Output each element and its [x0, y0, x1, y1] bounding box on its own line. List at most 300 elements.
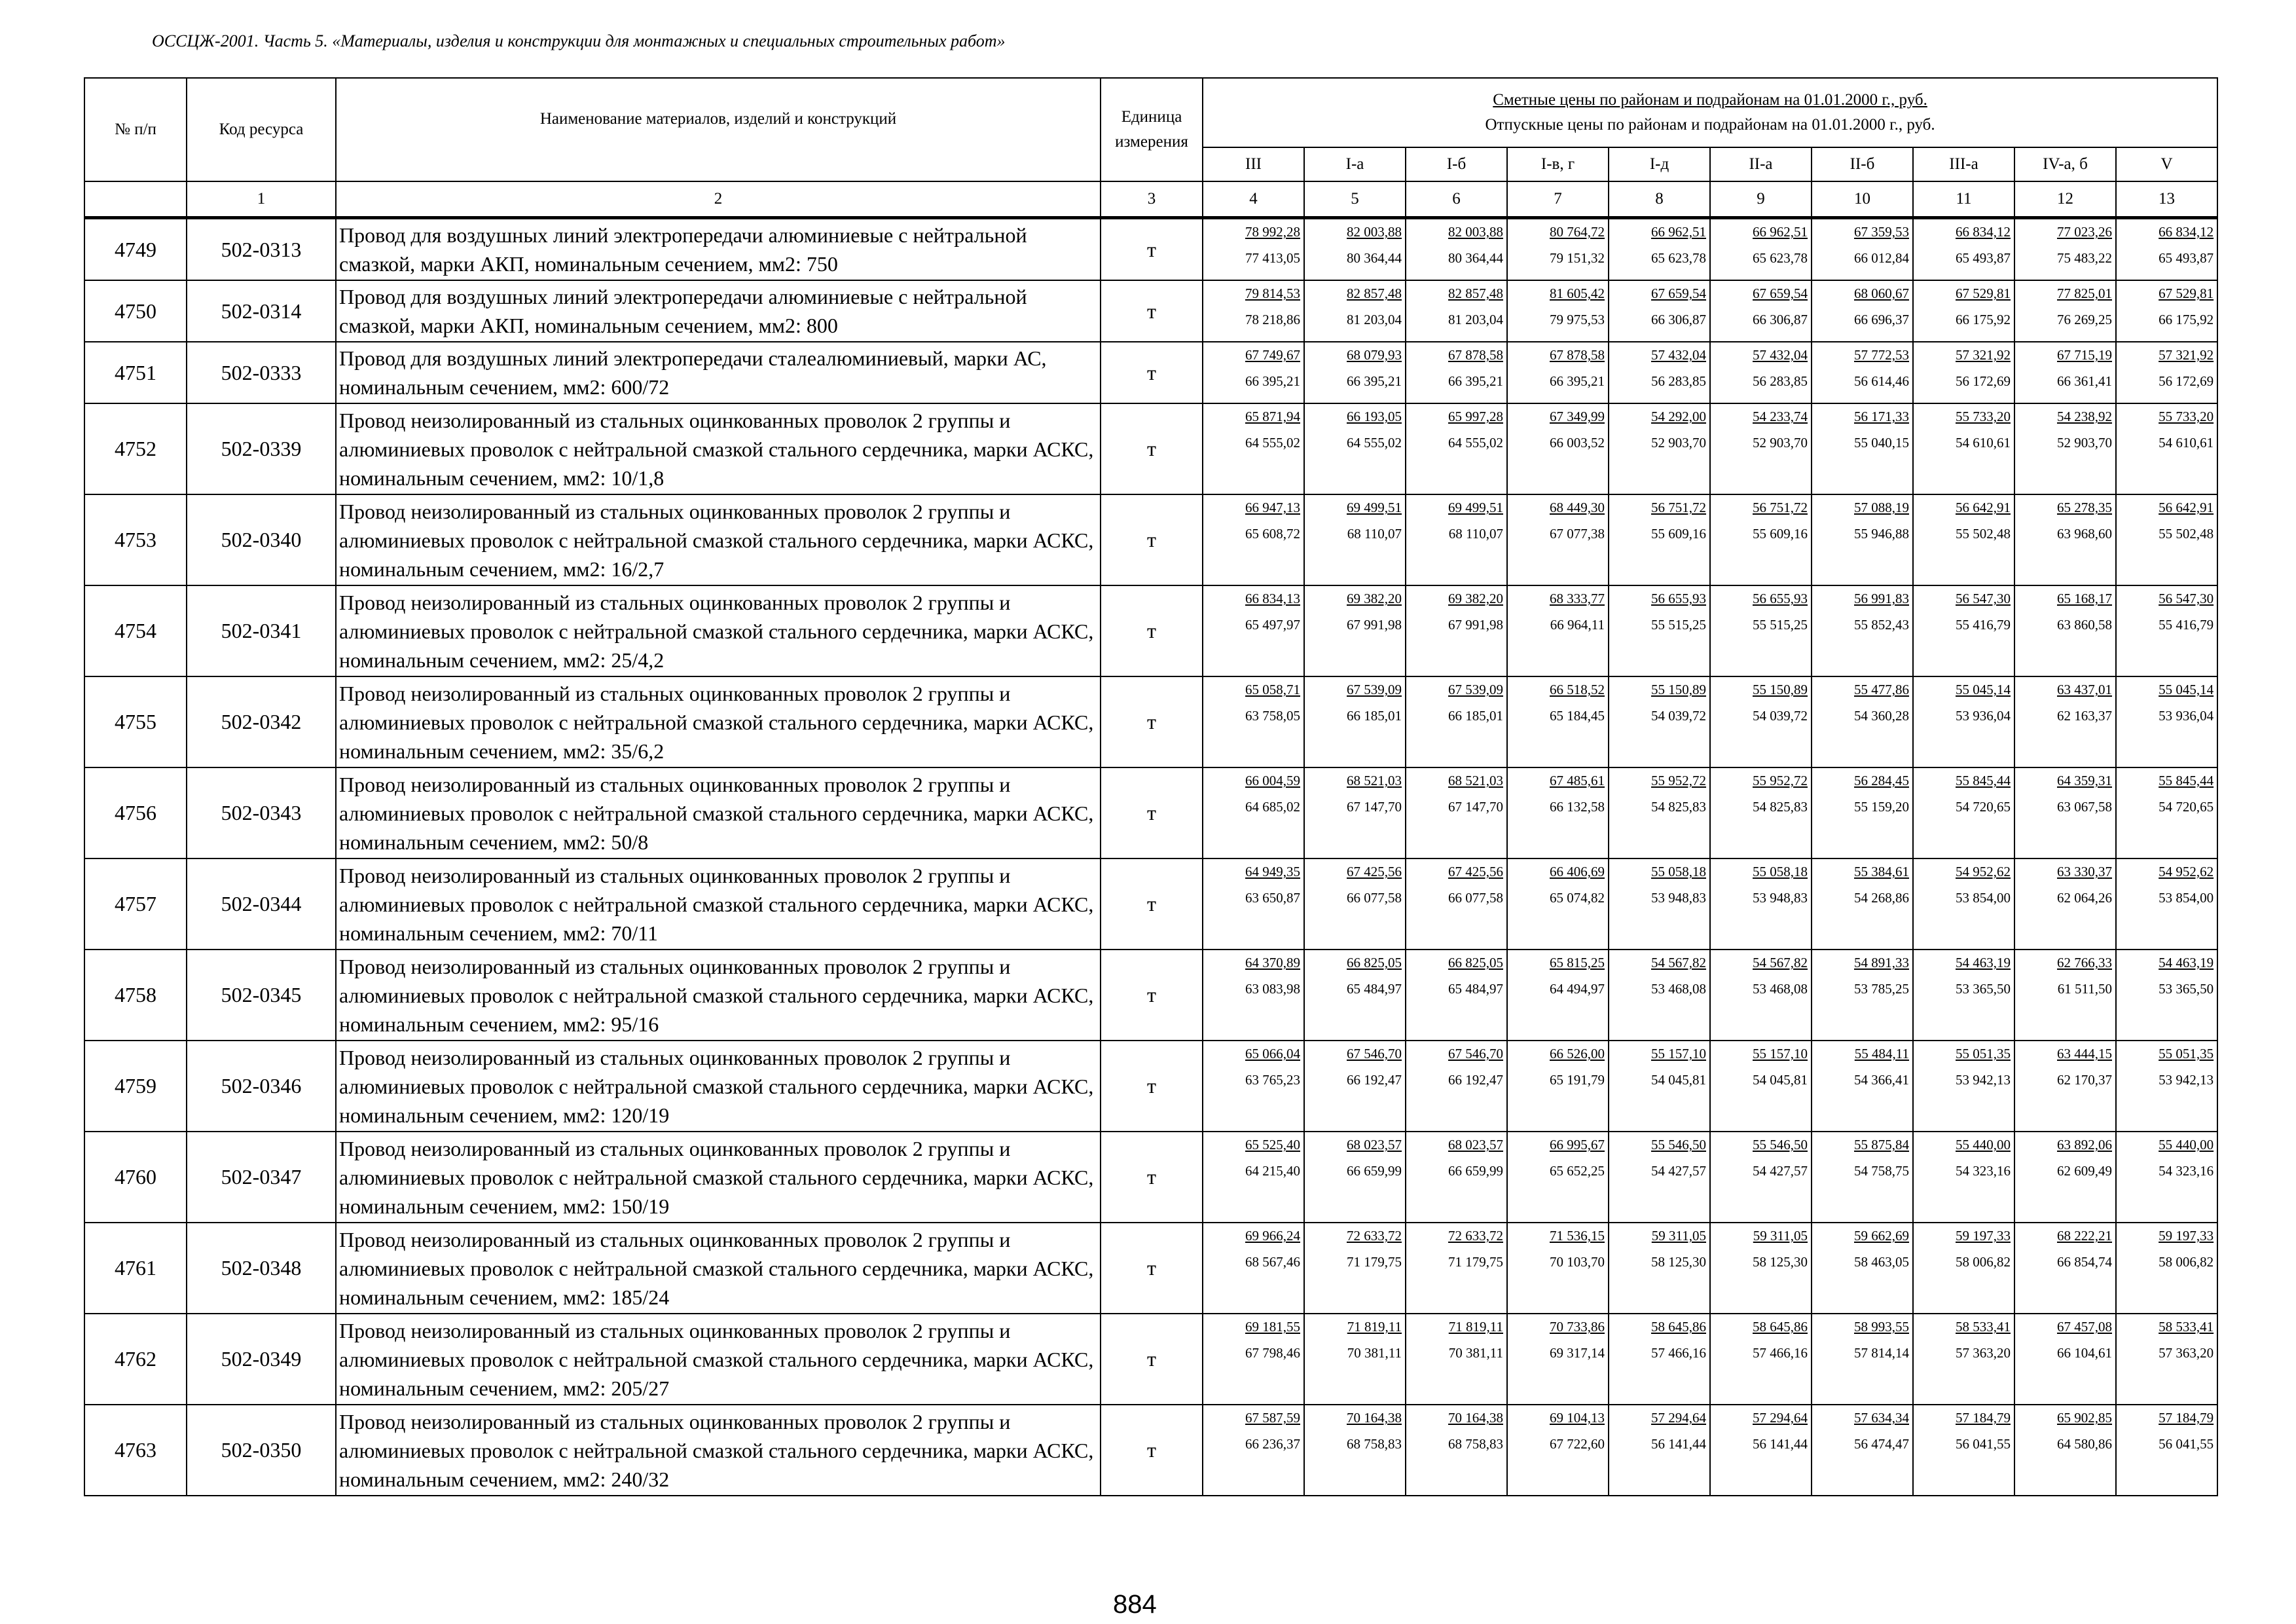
estimate-price: 57 772,53 [1854, 347, 1909, 363]
estimate-price: 67 659,54 [1651, 286, 1706, 301]
price-cell [1710, 585, 1812, 676]
price-cell [1710, 218, 1812, 281]
price-cell [1609, 280, 1710, 342]
release-price: 66 012,84 [1854, 250, 1909, 266]
price-cell [1913, 1223, 2014, 1314]
estimate-price: 59 197,33 [2159, 1228, 2214, 1244]
price-cell [1304, 1041, 1406, 1132]
material-name: Провод для воздушных линий электропередачи алюминиевые с нейтральной смазкой, марки АКП, номинальным сечением, мм2: 800 [336, 280, 1101, 342]
estimate-price: 72 633,72 [1347, 1228, 1402, 1244]
release-price: 66 192,47 [1448, 1072, 1503, 1088]
resource-code: 502-0341 [187, 585, 336, 676]
estimate-price: 78 992,28 [1245, 224, 1300, 240]
release-price: 80 364,44 [1347, 250, 1402, 266]
price-cell [1203, 403, 1304, 494]
estimate-price: 55 733,20 [2159, 409, 2214, 424]
price-cell [1406, 585, 1507, 676]
estimate-price: 69 104,13 [1550, 1410, 1605, 1426]
table-row [84, 676, 2217, 767]
price-cell [1913, 858, 2014, 950]
estimate-price: 58 993,55 [1854, 1319, 1909, 1335]
price-cell [1203, 585, 1304, 676]
resource-code: 502-0333 [187, 342, 336, 403]
estimate-price: 69 181,55 [1245, 1319, 1300, 1335]
estimate-price: 55 952,72 [1651, 773, 1706, 788]
release-price: 55 515,25 [1753, 617, 1808, 633]
estimate-price: 70 733,86 [1550, 1319, 1605, 1335]
price-cell [1812, 342, 1913, 403]
unit-of-measure: т [1101, 767, 1203, 858]
resource-code: 502-0348 [187, 1223, 336, 1314]
column-index: 2 [336, 181, 1101, 218]
estimate-price: 64 949,35 [1245, 864, 1300, 879]
header-code: Код ресурса [187, 78, 336, 181]
release-price: 65 493,87 [2159, 250, 2214, 266]
release-price: 66 306,87 [1651, 312, 1706, 327]
estimate-price: 80 764,72 [1550, 224, 1605, 240]
release-price: 56 141,44 [1651, 1436, 1706, 1452]
row-number: 4763 [84, 1405, 187, 1496]
price-cell [2014, 585, 2116, 676]
estimate-price: 82 857,48 [1347, 286, 1402, 301]
resource-code: 502-0339 [187, 403, 336, 494]
release-price: 56 141,44 [1753, 1436, 1808, 1452]
price-cell [1609, 494, 1710, 585]
price-cell [1406, 403, 1507, 494]
release-price: 66 175,92 [2159, 312, 2214, 327]
estimate-price: 56 284,45 [1854, 773, 1909, 788]
release-price: 55 609,16 [1651, 526, 1706, 542]
price-cell [1203, 218, 1304, 281]
table-row [84, 1132, 2217, 1223]
release-price: 54 039,72 [1651, 708, 1706, 724]
release-price: 56 172,69 [1956, 373, 2011, 389]
estimate-price: 57 432,04 [1753, 347, 1808, 363]
release-price: 56 041,55 [2159, 1436, 2214, 1452]
unit-of-measure: т [1101, 280, 1203, 342]
release-price: 64 555,02 [1448, 435, 1503, 451]
price-cell [1913, 218, 2014, 281]
price-cell [1710, 342, 1812, 403]
estimate-price: 63 444,15 [2057, 1046, 2112, 1061]
estimate-price: 67 749,67 [1245, 347, 1300, 363]
row-number: 4757 [84, 858, 187, 950]
price-cell [1913, 494, 2014, 585]
price-cell [1406, 767, 1507, 858]
estimate-price: 55 875,84 [1854, 1137, 1909, 1153]
estimate-price: 67 878,58 [1448, 347, 1503, 363]
release-price: 64 555,02 [1245, 435, 1300, 451]
price-cell [1812, 767, 1913, 858]
estimate-price: 57 321,92 [1956, 347, 2011, 363]
price-cell [1507, 342, 1609, 403]
page-number: 884 [1113, 1590, 1157, 1619]
price-cell [1812, 1041, 1913, 1132]
price-cell [1609, 950, 1710, 1041]
price-cell [1507, 858, 1609, 950]
estimate-price: 58 645,86 [1651, 1319, 1706, 1335]
price-cell [1203, 494, 1304, 585]
estimate-price: 57 432,04 [1651, 347, 1706, 363]
material-name: Провод неизолированный из стальных оцинкованных проволок 2 группы и алюминиевых проволок с нейтральной смазкой стального сердечника, марки АСКС, номинальным сечением, мм2: 240/32 [336, 1405, 1101, 1496]
estimate-price: 67 878,58 [1550, 347, 1605, 363]
estimate-price: 54 238,92 [2057, 409, 2112, 424]
column-index: 6 [1406, 181, 1507, 218]
estimate-price: 55 058,18 [1753, 864, 1808, 879]
estimate-price: 66 193,05 [1347, 409, 1402, 424]
estimate-price: 55 733,20 [1956, 409, 2011, 424]
estimate-price: 56 642,91 [2159, 500, 2214, 515]
estimate-price: 72 633,72 [1448, 1228, 1503, 1244]
estimate-price: 57 184,79 [1956, 1410, 2011, 1426]
price-cell [1710, 1223, 1812, 1314]
release-price: 53 942,13 [2159, 1072, 2214, 1088]
table-row [84, 1314, 2217, 1405]
estimate-price: 55 546,50 [1753, 1137, 1808, 1153]
price-cell [1406, 1314, 1507, 1405]
estimate-price: 58 533,41 [1956, 1319, 2011, 1335]
price-cell [1203, 1132, 1304, 1223]
estimate-price: 59 311,05 [1753, 1228, 1808, 1244]
resource-code: 502-0344 [187, 858, 336, 950]
release-price: 78 218,86 [1245, 312, 1300, 327]
release-price: 57 466,16 [1651, 1345, 1706, 1361]
price-cell [1609, 1132, 1710, 1223]
header-name: Наименование материалов, изделий и конструкций [336, 78, 1101, 181]
release-price: 55 502,48 [2159, 526, 2214, 542]
price-cell [1812, 950, 1913, 1041]
release-price: 54 045,81 [1753, 1072, 1808, 1088]
header-unit-line2: измерения [1115, 133, 1188, 151]
release-price: 54 323,16 [2159, 1163, 2214, 1179]
release-price: 75 483,22 [2057, 250, 2112, 266]
estimate-price: 82 003,88 [1347, 224, 1402, 240]
release-price: 67 147,70 [1347, 799, 1402, 815]
price-cell [1913, 767, 2014, 858]
release-price: 66 077,58 [1347, 890, 1402, 906]
estimate-price: 55 484,11 [1854, 1046, 1909, 1061]
table-row [84, 1405, 2217, 1496]
unit-of-measure: т [1101, 342, 1203, 403]
price-cell [2116, 950, 2217, 1041]
resource-code: 502-0340 [187, 494, 336, 585]
release-price: 53 948,83 [1651, 890, 1706, 906]
price-cell [1304, 950, 1406, 1041]
price-cell [1406, 218, 1507, 281]
price-cell [1406, 676, 1507, 767]
estimate-price: 66 962,51 [1651, 224, 1706, 240]
estimate-price: 56 655,93 [1753, 591, 1808, 606]
price-cell [1609, 1314, 1710, 1405]
estimate-price: 55 845,44 [2159, 773, 2214, 788]
price-cell [2014, 1405, 2116, 1496]
price-cell [2116, 1132, 2217, 1223]
unit-of-measure: т [1101, 676, 1203, 767]
column-index: 11 [1913, 181, 2014, 218]
release-price: 64 494,97 [1550, 981, 1605, 997]
release-price: 54 045,81 [1651, 1072, 1706, 1088]
release-price: 58 125,30 [1753, 1254, 1808, 1270]
release-price: 55 416,79 [2159, 617, 2214, 633]
estimate-price: 67 349,99 [1550, 409, 1605, 424]
resource-code: 502-0342 [187, 676, 336, 767]
estimate-price: 68 449,30 [1550, 500, 1605, 515]
unit-of-measure: т [1101, 218, 1203, 281]
estimate-price: 55 477,86 [1854, 682, 1909, 697]
row-number: 4759 [84, 1041, 187, 1132]
estimate-price: 55 952,72 [1753, 773, 1808, 788]
release-price: 62 163,37 [2057, 708, 2112, 724]
price-cell [1913, 1314, 2014, 1405]
release-price: 57 363,20 [1956, 1345, 2011, 1361]
header-region: I-д [1609, 147, 1710, 181]
estimate-price: 68 023,57 [1347, 1137, 1402, 1153]
material-name: Провод для воздушных линий электропередачи алюминиевые с нейтральной смазкой, марки АКП, номинальным сечением, мм2: 750 [336, 218, 1101, 281]
price-cell [1507, 1405, 1609, 1496]
estimate-price: 54 292,00 [1651, 409, 1706, 424]
estimate-price: 66 962,51 [1753, 224, 1808, 240]
estimate-price: 57 088,19 [1854, 500, 1909, 515]
price-cell [1812, 403, 1913, 494]
price-cell [1913, 1132, 2014, 1223]
price-cell [1507, 585, 1609, 676]
estimate-price: 67 546,70 [1347, 1046, 1402, 1061]
price-cell [1710, 858, 1812, 950]
price-cell [2116, 342, 2217, 403]
table-body [84, 218, 2217, 1496]
price-cell [1507, 1041, 1609, 1132]
estimate-price: 69 382,20 [1448, 591, 1503, 606]
estimate-price: 81 605,42 [1550, 286, 1605, 301]
table-row [84, 342, 2217, 403]
release-price: 56 172,69 [2159, 373, 2214, 389]
estimate-price: 77 023,26 [2057, 224, 2112, 240]
column-index: 1 [187, 181, 336, 218]
release-price: 65 497,97 [1245, 617, 1300, 633]
release-price: 66 132,58 [1550, 799, 1605, 815]
estimate-price: 66 947,13 [1245, 500, 1300, 515]
release-price: 62 064,26 [2057, 890, 2112, 906]
estimate-price: 58 533,41 [2159, 1319, 2214, 1335]
release-price: 54 610,61 [1956, 435, 2011, 451]
price-cell [1203, 950, 1304, 1041]
estimate-price: 65 278,35 [2057, 500, 2112, 515]
estimate-price: 67 425,56 [1448, 864, 1503, 879]
price-cell [1304, 676, 1406, 767]
release-price: 76 269,25 [2057, 312, 2112, 327]
material-name: Провод неизолированный из стальных оцинкованных проволок 2 группы и алюминиевых проволок с нейтральной смазкой стального сердечника, марки АСКС, номинальным сечением, мм2: 50/8 [336, 767, 1101, 858]
estimate-price: 69 499,51 [1347, 500, 1402, 515]
unit-of-measure: т [1101, 1405, 1203, 1496]
price-cell [1710, 280, 1812, 342]
price-cell [2116, 494, 2217, 585]
release-price: 79 151,32 [1550, 250, 1605, 266]
estimate-price: 57 294,64 [1753, 1410, 1808, 1426]
price-cell [1710, 403, 1812, 494]
release-price: 65 484,97 [1347, 981, 1402, 997]
estimate-price: 54 463,19 [2159, 955, 2214, 970]
price-cell [1812, 494, 1913, 585]
estimate-price: 66 834,12 [1956, 224, 2011, 240]
table-row [84, 403, 2217, 494]
price-cell [1406, 950, 1507, 1041]
resource-code: 502-0349 [187, 1314, 336, 1405]
release-price: 61 511,50 [2057, 981, 2112, 997]
release-price: 53 854,00 [2159, 890, 2214, 906]
release-price: 52 903,70 [1753, 435, 1808, 451]
release-price: 65 191,79 [1550, 1072, 1605, 1088]
release-price: 54 610,61 [2159, 435, 2214, 451]
release-price: 66 696,37 [1854, 312, 1909, 327]
estimate-price: 68 521,03 [1347, 773, 1402, 788]
price-cell [2014, 767, 2116, 858]
price-cell [1304, 1405, 1406, 1496]
header-prices-estimate: Сметные цены по районам и подрайонам на 01.01.2000 г., руб. [1493, 91, 1927, 109]
price-cell [2014, 280, 2116, 342]
price-cell [1203, 858, 1304, 950]
row-number: 4754 [84, 585, 187, 676]
release-price: 66 185,01 [1448, 708, 1503, 724]
release-price: 64 555,02 [1347, 435, 1402, 451]
estimate-price: 56 751,72 [1753, 500, 1808, 515]
release-price: 66 003,52 [1550, 435, 1605, 451]
release-price: 63 765,23 [1245, 1072, 1300, 1088]
release-price: 65 608,72 [1245, 526, 1300, 542]
price-cell [2116, 585, 2217, 676]
price-cell [1304, 585, 1406, 676]
release-price: 79 975,53 [1550, 312, 1605, 327]
release-price: 67 147,70 [1448, 799, 1503, 815]
release-price: 53 948,83 [1753, 890, 1808, 906]
release-price: 52 903,70 [1651, 435, 1706, 451]
price-cell [2116, 218, 2217, 281]
estimate-price: 69 966,24 [1245, 1228, 1300, 1244]
release-price: 54 366,41 [1854, 1072, 1909, 1088]
resource-code: 502-0346 [187, 1041, 336, 1132]
estimate-price: 56 642,91 [1956, 500, 2011, 515]
price-cell [2014, 218, 2116, 281]
header-region: III [1203, 147, 1304, 181]
release-price: 55 159,20 [1854, 799, 1909, 815]
price-cell [1609, 585, 1710, 676]
release-price: 56 041,55 [1956, 1436, 2011, 1452]
price-cell [1812, 1405, 1913, 1496]
estimate-price: 70 164,38 [1448, 1410, 1503, 1426]
release-price: 56 614,46 [1854, 373, 1909, 389]
price-cell [1203, 1314, 1304, 1405]
release-price: 66 854,74 [2057, 1254, 2112, 1270]
release-price: 53 854,00 [1956, 890, 2011, 906]
row-number: 4755 [84, 676, 187, 767]
release-price: 70 381,11 [1448, 1345, 1503, 1361]
release-price: 70 381,11 [1347, 1345, 1402, 1361]
header-region: II-б [1812, 147, 1913, 181]
estimate-price: 54 567,82 [1753, 955, 1808, 970]
price-cell [1406, 858, 1507, 950]
header-prices-release: Отпускные цены по районам и подрайонам на 01.01.2000 г., руб. [1485, 116, 1935, 134]
price-cell [1304, 342, 1406, 403]
header-num: № п/п [84, 78, 187, 181]
release-price: 58 006,82 [1956, 1254, 2011, 1270]
unit-of-measure: т [1101, 1314, 1203, 1405]
price-cell [1507, 1314, 1609, 1405]
release-price: 80 364,44 [1448, 250, 1503, 266]
release-price: 57 466,16 [1753, 1345, 1808, 1361]
price-cell [1913, 585, 2014, 676]
resource-code: 502-0343 [187, 767, 336, 858]
estimate-price: 56 547,30 [1956, 591, 2011, 606]
unit-of-measure: т [1101, 858, 1203, 950]
unit-of-measure: т [1101, 494, 1203, 585]
price-cell [2014, 1132, 2116, 1223]
price-cell [2014, 1041, 2116, 1132]
price-cell [1304, 767, 1406, 858]
price-cell [2014, 342, 2116, 403]
estimate-price: 54 952,62 [2159, 864, 2214, 879]
unit-of-measure: т [1101, 1223, 1203, 1314]
price-cell [2116, 403, 2217, 494]
price-cell [1203, 1405, 1304, 1496]
row-number: 4750 [84, 280, 187, 342]
material-name: Провод неизолированный из стальных оцинкованных проволок 2 группы и алюминиевых проволок с нейтральной смазкой стального сердечника, марки АСКС, номинальным сечением, мм2: 10/1,8 [336, 403, 1101, 494]
price-cell [2014, 1314, 2116, 1405]
estimate-price: 82 003,88 [1448, 224, 1503, 240]
release-price: 64 580,86 [2057, 1436, 2112, 1452]
price-cell [1507, 494, 1609, 585]
price-cell [1406, 1405, 1507, 1496]
release-price: 58 125,30 [1651, 1254, 1706, 1270]
estimate-price: 67 546,70 [1448, 1046, 1503, 1061]
column-index: 5 [1304, 181, 1406, 218]
document-header: ОССЦЖ-2001. Часть 5. «Материалы, изделия и конструкции для монтажных и специальных строительных работ» [152, 31, 1006, 50]
header-region: II-а [1710, 147, 1812, 181]
price-cell [1710, 1405, 1812, 1496]
release-price: 55 416,79 [1956, 617, 2011, 633]
unit-of-measure: т [1101, 950, 1203, 1041]
estimate-price: 57 184,79 [2159, 1410, 2214, 1426]
release-price: 67 991,98 [1448, 617, 1503, 633]
release-price: 77 413,05 [1245, 250, 1300, 266]
price-cell [2014, 676, 2116, 767]
price-cell [1406, 342, 1507, 403]
table-row [84, 280, 2217, 342]
price-cell [1304, 1314, 1406, 1405]
release-price: 58 006,82 [2159, 1254, 2214, 1270]
price-cell [2116, 1405, 2217, 1496]
estimate-price: 55 058,18 [1651, 864, 1706, 879]
estimate-price: 59 662,69 [1854, 1228, 1909, 1244]
estimate-price: 71 819,11 [1347, 1319, 1402, 1335]
price-cell [1812, 676, 1913, 767]
release-price: 65 623,78 [1753, 250, 1808, 266]
release-price: 63 650,87 [1245, 890, 1300, 906]
header-unit [1101, 78, 1203, 181]
header-region: I-б [1406, 147, 1507, 181]
column-index: 9 [1710, 181, 1812, 218]
table-row [84, 585, 2217, 676]
release-price: 68 110,07 [1347, 526, 1402, 542]
price-cell [2116, 767, 2217, 858]
release-price: 65 623,78 [1651, 250, 1706, 266]
resource-code: 502-0345 [187, 950, 336, 1041]
estimate-price: 55 045,14 [2159, 682, 2214, 697]
estimate-price: 59 311,05 [1651, 1228, 1706, 1244]
estimate-price: 65 525,40 [1245, 1137, 1300, 1153]
price-cell [1710, 676, 1812, 767]
release-price: 56 283,85 [1651, 373, 1706, 389]
release-price: 65 493,87 [1956, 250, 2011, 266]
price-cell [2116, 858, 2217, 950]
